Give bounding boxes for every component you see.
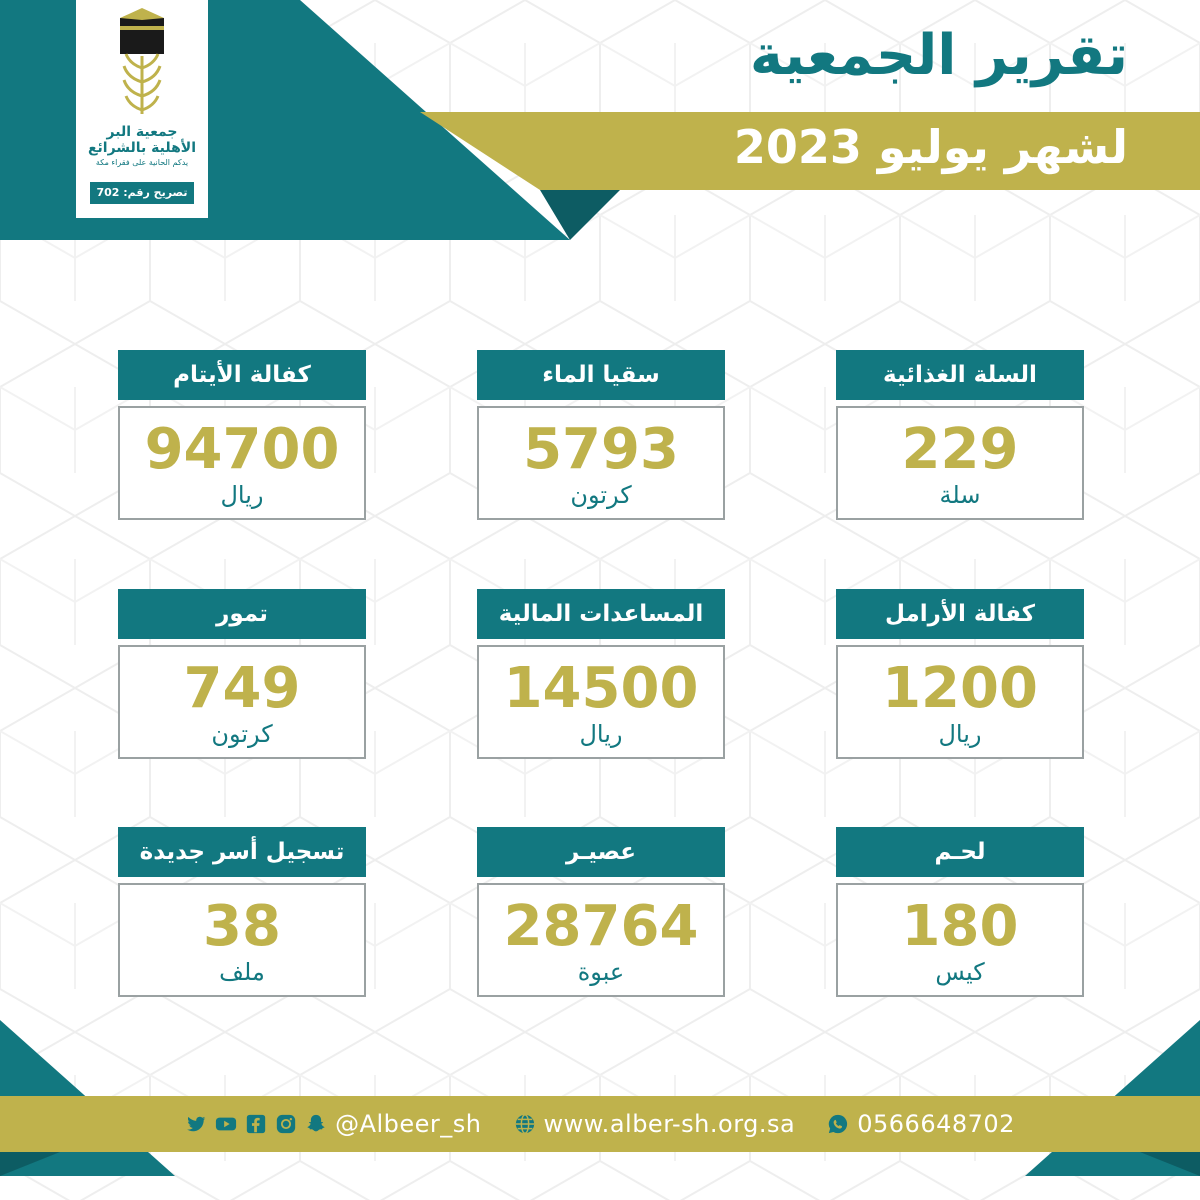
stat-card-water <box>477 350 725 520</box>
report-title: تقرير الجمعية <box>749 23 1128 88</box>
card-body <box>836 645 1084 759</box>
stat-card-dates <box>118 589 366 759</box>
logo-tagline: يدكم الحانية على فقراء مكة <box>95 158 189 167</box>
twitter-icon[interactable] <box>185 1113 207 1135</box>
stat-card-widows <box>836 589 1084 759</box>
card-value: 229 <box>901 417 1019 482</box>
card-value: 28764 <box>503 894 699 959</box>
license-badge: تصريح رقم: 702 <box>90 182 194 204</box>
card-unit: ريال <box>579 720 623 748</box>
contact-bar <box>150 1098 1050 1150</box>
card-title: عصيـر <box>477 827 725 877</box>
card-value: 1200 <box>882 656 1038 721</box>
card-title: كفالة الأيتام <box>118 350 366 400</box>
logo-name-line1: جمعية البر <box>106 124 178 140</box>
card-title: كفالة الأرامل <box>836 589 1084 639</box>
report-month: لشهر يوليو 2023 <box>733 120 1128 174</box>
card-body <box>118 883 366 997</box>
social-handle[interactable]: @Albeer_sh <box>335 1110 482 1138</box>
card-unit: ريال <box>938 720 982 748</box>
website-link[interactable]: www.alber-sh.org.sa <box>543 1110 796 1138</box>
card-title: سقيا الماء <box>477 350 725 400</box>
card-body <box>118 645 366 759</box>
card-title: تمور <box>118 589 366 639</box>
card-unit: كيس <box>935 958 985 986</box>
facebook-icon[interactable] <box>245 1113 267 1135</box>
stat-card-financial-aid <box>477 589 725 759</box>
card-value: 38 <box>203 894 281 959</box>
stat-card-food-basket <box>836 350 1084 520</box>
whatsapp-icon <box>827 1113 849 1135</box>
logo-name-line2: الأهلية بالشرائع <box>87 140 197 156</box>
stat-card-meat <box>836 827 1084 997</box>
card-unit: سلة <box>939 481 981 509</box>
snapchat-icon[interactable] <box>305 1113 327 1135</box>
stat-card-new-families <box>118 827 366 997</box>
card-body <box>836 406 1084 520</box>
phone-number[interactable]: 0566648702 <box>857 1110 1015 1138</box>
instagram-icon[interactable] <box>275 1113 297 1135</box>
card-body <box>836 883 1084 997</box>
card-unit: كرتون <box>570 481 632 509</box>
stat-card-juice <box>477 827 725 997</box>
card-unit: كرتون <box>211 720 273 748</box>
card-body <box>118 406 366 520</box>
card-unit: ملف <box>219 958 265 986</box>
card-value: 14500 <box>503 656 699 721</box>
kaaba-wheat-emblem-icon <box>112 8 172 116</box>
card-value: 749 <box>183 656 301 721</box>
card-body <box>477 406 725 520</box>
card-title: تسجيل أسر جديدة <box>118 827 366 877</box>
association-logo <box>76 0 208 218</box>
card-unit: ريال <box>220 481 264 509</box>
card-value: 94700 <box>144 417 340 482</box>
globe-icon <box>514 1113 536 1135</box>
logo-name <box>82 124 202 156</box>
card-unit: عبوة <box>577 958 625 986</box>
stat-card-orphans <box>118 350 366 520</box>
card-body <box>477 645 725 759</box>
card-title: السلة الغذائية <box>836 350 1084 400</box>
card-value: 5793 <box>523 417 679 482</box>
card-title: لحـم <box>836 827 1084 877</box>
card-body <box>477 883 725 997</box>
card-value: 180 <box>901 894 1019 959</box>
youtube-icon[interactable] <box>215 1113 237 1135</box>
card-title: المساعدات المالية <box>477 589 725 639</box>
